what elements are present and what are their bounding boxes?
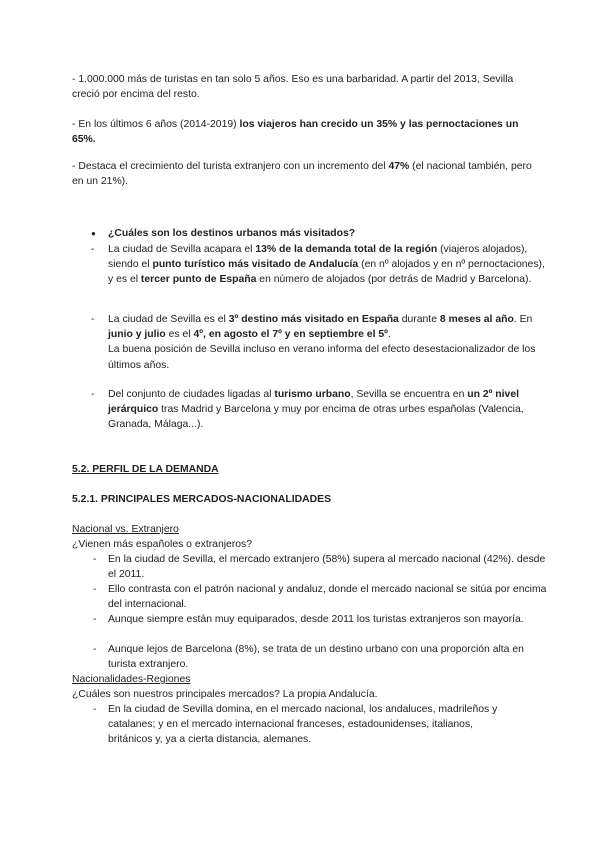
urban-item-3 (108, 387, 548, 433)
section-subheading: 5.2.1. PRINCIPALES MERCADOS-NACIONALIDADES (72, 494, 332, 505)
dash-marker: - (93, 614, 97, 625)
urban-item-2-j: La buena posición de Sevilla incluso en verano informa del efecto desestacionalizador de los últimos años. (108, 344, 536, 371)
intro-text-2b: los viajeros han crecido un 35% y las pernoctaciones un 65%. (72, 119, 519, 146)
urban-item-3-b: turismo urbano (274, 389, 351, 400)
intro-text-3b: 47% (388, 161, 410, 172)
intro-paragraph-2 (72, 117, 532, 147)
urban-item-2-h: 4º, en agosto el 7º y en septiembre el 5º (193, 329, 388, 341)
dash-marker: - (91, 389, 95, 400)
bullet-icon: ● (91, 229, 96, 238)
urban-item-1-c: (viajeros alojados), siendo el (108, 244, 528, 271)
urban-item-2-i: . (387, 329, 391, 341)
dash-marker: - (93, 554, 97, 565)
dash-marker: - (93, 584, 97, 595)
urban-item-3-c: , Sevilla se encuentra en (350, 389, 468, 400)
intro-paragraph-3 (72, 159, 532, 189)
urban-item-1 (108, 242, 548, 288)
urban-item-3-d: un 2º nivel jerárquico (108, 389, 519, 416)
urban-item-1-f: tercer punto de España (140, 274, 257, 286)
urban-item-3-a: Del conjunto de ciudades ligadas al (108, 389, 275, 400)
urban-item-2-g: es el (165, 329, 194, 341)
regiones-title (72, 672, 532, 687)
urban-question (108, 226, 548, 241)
intro-text-2a: - En los últimos 6 años (2014-2019) (72, 119, 240, 130)
urban-item-1-a: La ciudad de Sevilla acapara el (108, 244, 256, 255)
dash-marker: - (91, 314, 95, 325)
regiones-title-text: Nacionalidades-Regiones (72, 674, 191, 685)
intro-text-3a: - Destaca el crecimiento del turista extranjero con un incremento del (72, 161, 389, 172)
urban-item-2-b: 3º destino más visitado en España (228, 314, 399, 325)
urban-item-1-e: (en nº alojados y en nº pernoctaciones), y es el (108, 259, 545, 286)
nacional-question: ¿Vienen más españoles o extranjeros? (72, 539, 253, 550)
urban-item-2-f: junio y julio (108, 329, 166, 341)
urban-item-1-b: 13% de la demanda total de la región (255, 244, 438, 255)
urban-item-1-d: punto turístico más visitado de Andalucía (152, 259, 359, 271)
nacional-item: Ello contrasta con el patrón nacional y andaluz, donde el mercado nacional se sitúa por encima del internacional. (108, 584, 547, 611)
urban-item-3-e: tras Madrid y Barcelona y muy por encima de otras urbes españolas (Valencia, Granada, Málaga...). (108, 404, 524, 431)
section-heading (72, 462, 532, 477)
nacional-title-text: Nacional vs. Extranjero (72, 524, 179, 535)
urban-question-text: ¿Cuáles son los destinos urbanos más visitados? (108, 228, 356, 239)
nacional-item: En la ciudad de Sevilla, el mercado extranjero (58%) supera al mercado nacional (42%). desde el 2011. (108, 554, 546, 581)
intro-text-1: - 1.000.000 más de turistas en tan solo 5 años. Eso es una barbaridad. A partir del 2013, Sevilla creció por encima del resto. (72, 74, 514, 101)
nacional-title (72, 522, 532, 537)
urban-item-2-d: 8 meses al año (439, 314, 514, 325)
intro-text-3c: (el nacional también, pero en un 21%). (72, 161, 532, 188)
regiones-item: En la ciudad de Sevilla domina, en el mercado nacional, los andaluces, madrileños y catalanes; y en el mercado internacional franceses, estadounidenses, italianos, británicos y, ya a cierta distancia, alemanes. (108, 704, 498, 746)
section-heading-text: 5.2. PERFIL DE LA DEMANDA (72, 464, 219, 475)
dash-marker: - (93, 704, 97, 715)
dash-marker: - (93, 644, 97, 655)
urban-item-2-c: durante (398, 314, 440, 325)
urban-item-1-g: en número de alojados (por detrás de Madrid y Barcelona). (256, 274, 532, 286)
urban-item-2-a: La ciudad de Sevilla es el (108, 314, 229, 325)
urban-item-2-e: . En (513, 314, 533, 325)
intro-paragraph-1 (72, 72, 532, 102)
nacional-item: Aunque siempre están muy equiparados, desde 2011 los turistas extranjeros son mayoría. (108, 614, 524, 625)
nacional-item: Aunque lejos de Barcelona (8%), se trata de un destino urbano con una proporción alta en turista extranjero. (108, 644, 524, 671)
urban-item-2 (108, 312, 553, 373)
regiones-question: ¿Cuáles son nuestros principales mercados? La propia Andalucía. (72, 689, 378, 700)
dash-marker: - (91, 244, 95, 255)
